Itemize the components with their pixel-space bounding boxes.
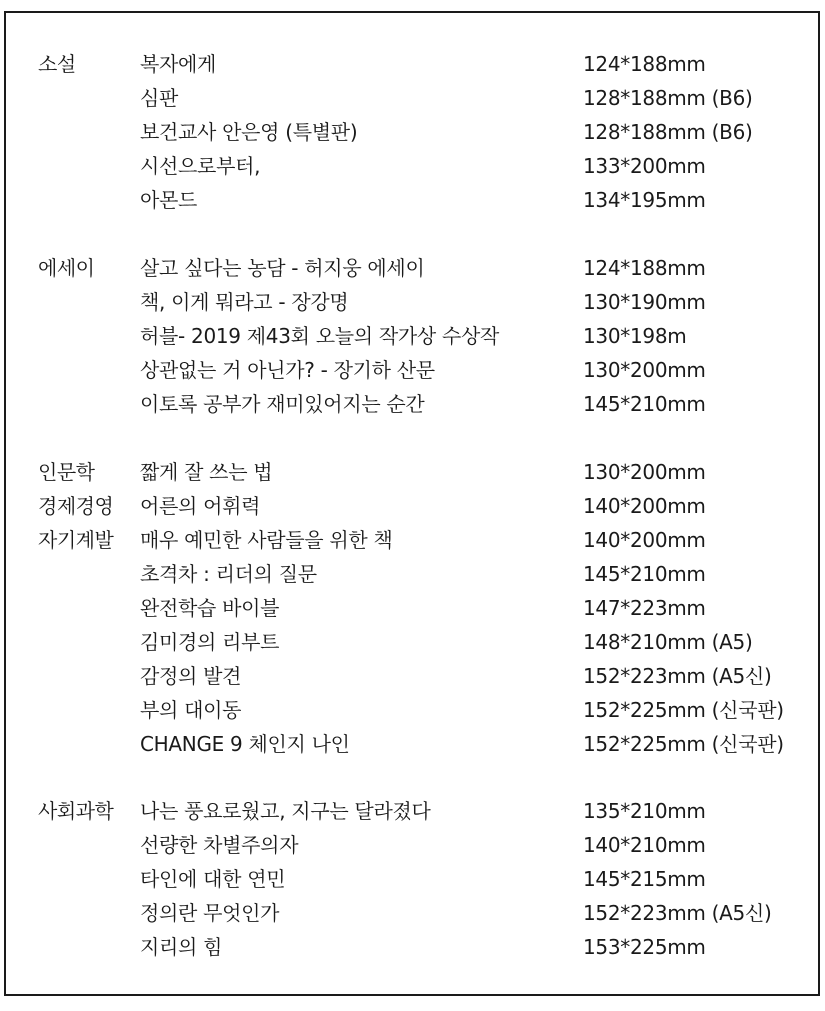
book-size: 152*225mm (신국판) <box>583 732 784 756</box>
book-row <box>6 693 818 727</box>
book-title: 상관없는 거 아닌가? - 장기하 산문 <box>140 358 435 382</box>
book-title: 부의 대이동 <box>140 698 242 722</box>
book-title: 짧게 잘 쓰는 법 <box>140 460 273 484</box>
book-row <box>6 591 818 625</box>
book-row <box>6 489 818 523</box>
book-title: 시선으로부터, <box>140 154 261 178</box>
book-size: 145*210mm <box>583 392 706 416</box>
book-row <box>6 930 818 964</box>
book-title: 선량한 차별주의자 <box>140 833 299 857</box>
book-row <box>6 455 818 489</box>
book-row <box>6 81 818 115</box>
book-row <box>6 183 818 217</box>
category-label: 인문학 <box>38 460 95 484</box>
book-size: 130*200mm <box>583 358 706 382</box>
book-row <box>6 862 818 896</box>
book-title: 초격차 : 리더의 질문 <box>140 562 317 586</box>
book-row <box>6 896 818 930</box>
book-row <box>6 659 818 693</box>
book-title: 아몬드 <box>140 188 198 212</box>
book-title: 감정의 발견 <box>140 664 242 688</box>
book-size: 152*223mm (A5신) <box>583 664 772 688</box>
category-label: 경제경영 <box>38 494 114 518</box>
book-row <box>6 149 818 183</box>
document-frame <box>4 11 820 996</box>
book-row <box>6 115 818 149</box>
category-label: 자기계발 <box>38 528 114 552</box>
book-row <box>6 319 818 353</box>
book-size: 130*200mm <box>583 460 706 484</box>
book-size-list <box>6 13 818 994</box>
book-row <box>6 828 818 862</box>
book-row <box>6 353 818 387</box>
category-label: 소설 <box>38 52 76 76</box>
book-title: 이토록 공부가 재미있어지는 순간 <box>140 392 425 416</box>
book-size: 140*200mm <box>583 494 706 518</box>
book-title: 매우 예민한 사람들을 위한 책 <box>140 528 393 552</box>
book-size: 148*210mm (A5) <box>583 630 753 654</box>
book-size: 140*200mm <box>583 528 706 552</box>
book-title: 김미경의 리부트 <box>140 630 280 654</box>
book-size: 133*200mm <box>583 154 706 178</box>
book-row <box>6 285 818 319</box>
book-title: 지리의 힘 <box>140 935 223 959</box>
book-size: 153*225mm <box>583 935 706 959</box>
book-row <box>6 523 818 557</box>
book-size: 124*188mm <box>583 52 706 76</box>
book-row <box>6 251 818 285</box>
book-size: 128*188mm (B6) <box>583 86 753 110</box>
book-size: 145*210mm <box>583 562 706 586</box>
book-row <box>6 387 818 421</box>
book-size: 124*188mm <box>583 256 706 280</box>
book-title: 완전학습 바이블 <box>140 596 280 620</box>
book-row <box>6 794 818 828</box>
book-row <box>6 557 818 591</box>
book-size: 130*190mm <box>583 290 706 314</box>
category-label: 사회과학 <box>38 799 114 823</box>
book-row <box>6 47 818 81</box>
book-title: 살고 싶다는 농담 - 허지웅 에세이 <box>140 256 425 280</box>
book-title: 타인에 대한 연민 <box>140 867 286 891</box>
book-title: 보건교사 안은영 (특별판) <box>140 120 358 144</box>
book-title: 정의란 무엇인가 <box>140 901 280 925</box>
book-title: 나는 풍요로웠고, 지구는 달라졌다 <box>140 799 431 823</box>
book-title: 어른의 어휘력 <box>140 494 261 518</box>
book-title: 허블- 2019 제43회 오늘의 작가상 수상작 <box>140 324 500 348</box>
category-label: 에세이 <box>38 256 95 280</box>
book-size: 130*198m <box>583 324 687 348</box>
book-title: 복자에게 <box>140 52 217 76</box>
book-row <box>6 727 818 761</box>
book-title: 심판 <box>140 86 179 110</box>
book-row <box>6 625 818 659</box>
book-title: CHANGE 9 체인지 나인 <box>140 732 350 756</box>
book-size: 140*210mm <box>583 833 706 857</box>
book-title: 책, 이게 뭐라고 - 장강명 <box>140 290 349 314</box>
book-size: 134*195mm <box>583 188 706 212</box>
book-size: 135*210mm <box>583 799 706 823</box>
book-size: 145*215mm <box>583 867 706 891</box>
book-size: 128*188mm (B6) <box>583 120 753 144</box>
book-size: 147*223mm <box>583 596 706 620</box>
book-size: 152*223mm (A5신) <box>583 901 772 925</box>
book-size: 152*225mm (신국판) <box>583 698 784 722</box>
